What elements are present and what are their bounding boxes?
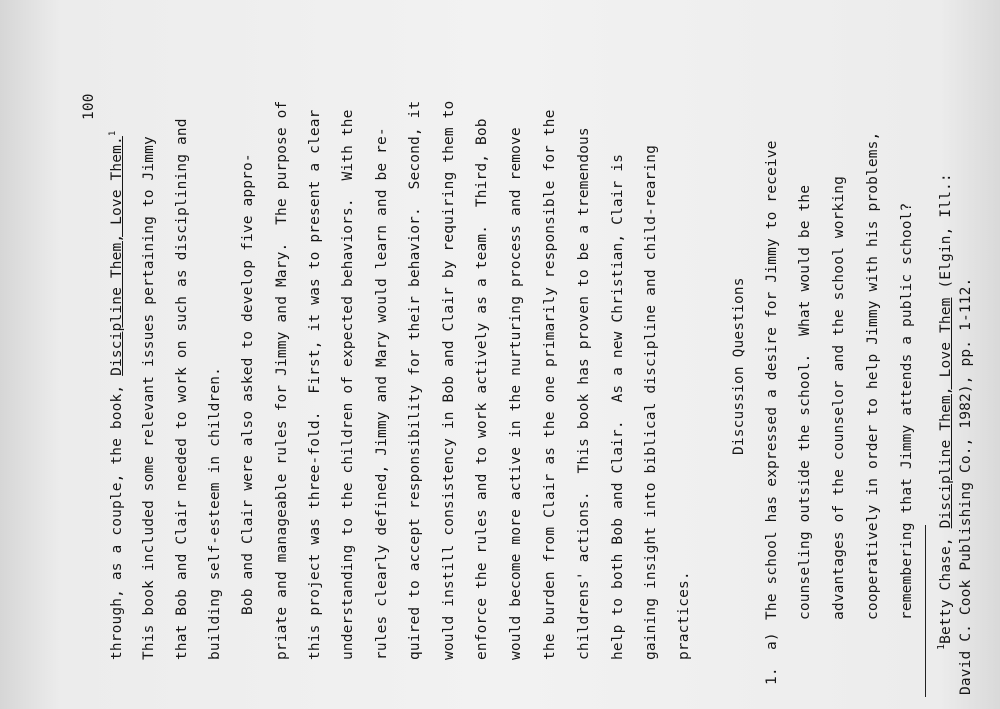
question-line-2: counseling outside the school. What would be the [797, 184, 813, 620]
question-line-4: cooperatively in order to help Jimmy with his problems, [865, 131, 881, 620]
body-line-4: building self-esteem in children. [207, 366, 223, 660]
footnote-mark: 1 [936, 643, 947, 650]
question-line-3: advantages of the counselor and the school working [831, 176, 847, 620]
body-line-2: This book included some relevant issues pertaining to Jimmy [141, 136, 157, 660]
question-number: 1. [764, 667, 780, 685]
question-part-label: a) [764, 632, 780, 650]
page-number: 100 [81, 93, 97, 120]
body-line-9: rules clearly defined, Jimmy and Mary would learn and be re- [374, 127, 390, 660]
body-line-12: enforce the rules and to work actively as a team. Third, Bob [474, 118, 490, 660]
footnote-line-2: David C. Cook Publishing Co., 1982), pp. 1-112. [958, 277, 974, 695]
question-line-5: remembering that Jimmy attends a public school? [899, 202, 915, 620]
footnote-ref: 1 [108, 130, 118, 137]
body-line-6: priate and manageable rules for Jimmy and Mary. The purpose of [274, 100, 290, 660]
body-line-11: would instill consistency in Bob and Clair by requiring them to [441, 100, 457, 660]
body-line-3: that Bob and Clair needed to work on such as disciplining and [174, 118, 190, 660]
body-line-17: gaining insight into biblical discipline and child-rearing [643, 144, 659, 660]
footnote-separator [925, 525, 926, 697]
body-line-1-text: through, as a couple, the book, [109, 375, 125, 660]
body-line-1 [108, 131, 125, 661]
book-title: Discipline Them, Love Them. [109, 136, 125, 376]
body-line-5: Bob and Clair were also asked to develop five appro- [240, 153, 256, 615]
discussion-heading: Discussion Questions [731, 277, 747, 455]
body-line-13: would become more active in the nurturing process and remove [508, 127, 524, 660]
body-line-15: childrens' actions. This book has proven to be a tremendous [576, 127, 592, 660]
footnote-line-1 [936, 173, 954, 650]
body-line-18: practices. [676, 571, 692, 660]
body-line-10: quired to accept responsibility for their behavior. Second, it [407, 100, 423, 660]
body-line-7: this project was three-fold. First, it was to present a clear [307, 109, 323, 660]
footnote-publisher-place: (Elgin, Ill.: [938, 173, 954, 298]
body-line-16: help to both Bob and Clair. As a new Christian, Clair is [610, 153, 626, 660]
footnote-author: Betty Chase, [938, 528, 954, 644]
question-line-1: The school has expressed a desire for Jimmy to receive [764, 140, 780, 620]
footnote-title: Discipline Them, Love Them [938, 297, 954, 529]
body-line-8: understanding to the children of expected behaviors. With the [340, 109, 356, 660]
body-line-14: the burden from Clair as the one primarily responsible for the [542, 109, 558, 660]
